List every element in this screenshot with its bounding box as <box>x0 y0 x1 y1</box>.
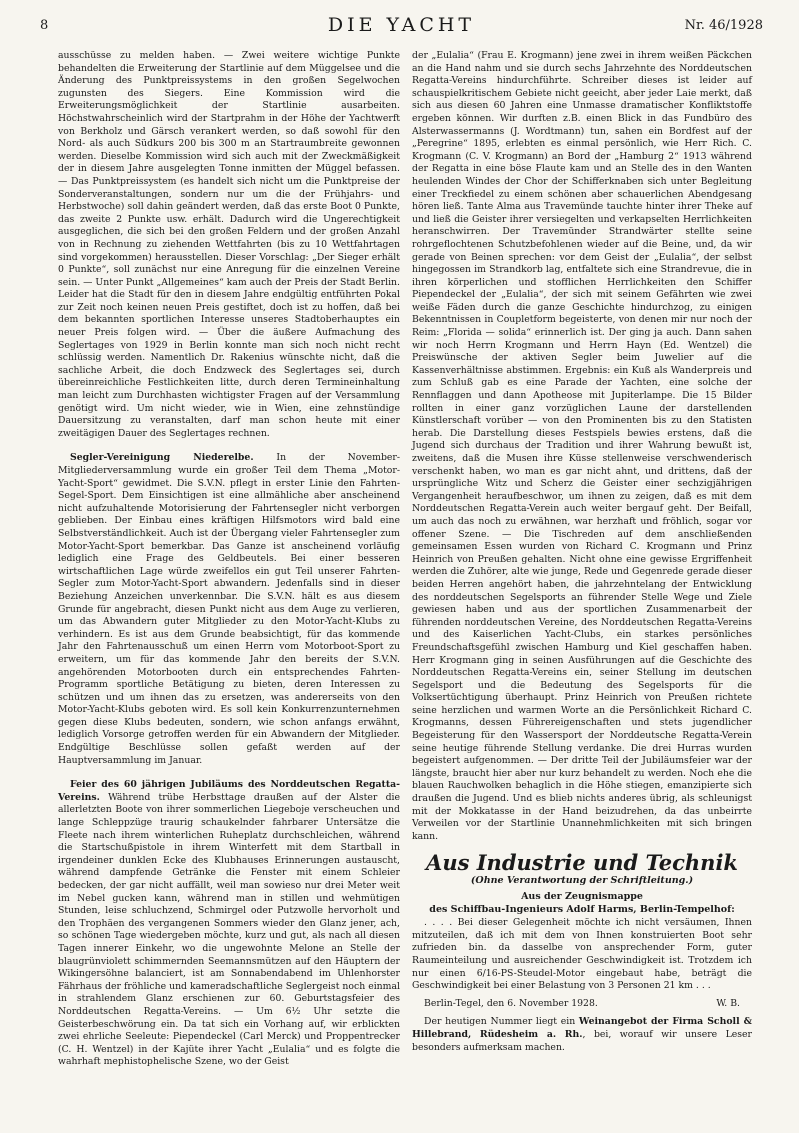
section-disclaimer: (Ohne Verantwortung der Schriftleitung.) <box>470 875 694 887</box>
article-heading: Segler-Vereinigung Niederelbe. <box>70 452 254 464</box>
testimonial-initials: W. B. <box>716 997 740 1009</box>
article-body: In der November-Mitgliederversammlung wurde ein großer Teil dem Thema „Motor-Yacht-Sport“ gewidmet. Die S.V.N. pflegt in erster Linie den Fahrten-Segel-Sport. Dem Einsichtigen ist eine allmähliche aber anscheinend nicht aufzuhaltende Motorisierung der Fahrtensegler nicht verborgen geblieben. Der Einbau eines kräftigen Hilfsmotors wird bald eine Selbstverständlichkeit. Auch ist der Übergang vieler Fahrtensegler zum Motor-Yacht-Sport bemerkbar. Das Ganze ist anscheinend vorläufig lediglich eine Frage des Geldbeutels. Bei einer besseren wirtschaftlichen Lage würde zweifellos ein gut Teil unserer Fahrten-Segler zum Motor-Yacht-Sport abwandern. Jedenfalls sind in dieser Beziehung Anzeichen unverkennbar. Die S.V.N. hält es aus diesem Grunde für angebracht, diesen Punkt nicht aus dem Auge zu verlieren, um das Abwandern guter Mitglieder zu den Motor-Yacht-Klubs zu verhindern. Es ist aus dem Grunde beabsichtigt, für das kommende Jahr den Fahrtenausschuß um einen Herrn vom Motorboot-Sport zu erweitern, um für das kommende Jahr den bereits der S.V.N. angehörenden Motorbooten durch ein entsprechendes Fahrten-Programm sportliche Betätigung zu bieten, deren Interessen zu schützen und um ihnen das zu ersetzen, was andererseits von den Motor-Yacht-Klubs geboten wird. Es soll kein Konkurrenzunternehmen gegen diese Klubs bedeuten, sondern, wie schon anfangs erwähnt, lediglich Vorsorge getroffen werden für ein Abwandern der Mitglieder. Endgültige Beschlüsse sollen gefaßt werden auf der Hauptversammlung im Januar. <box>58 452 401 766</box>
supplement-notice: Der heutigen Nummer liegt ein Weinangebot der Firma Scholl & Hillebrand, Rüdesheim a. Rh., bei, worauf wir unsere Leser besonders aufmerksam machen. <box>412 1016 753 1053</box>
jubilaeum-report-continued: der „Eulalia“ (Frau E. Krogmann) jene zwei in ihrem weißen Päckchen an die Hand nahm und sie durch sechs Jahrzehnte des Norddeutschen Regatta-Vereins hindurchführte. Schreiber dieses ist leider auf schauspielkritischem Gebiete nicht geeicht, aber jeder Laie merkt, daß sich aus diesen 60 Jahren eine Unmasse dramatischer Konfliktstoffe ergeben können. Wir durften z.B. einen Blick in das Fundbüro des Alsterwassermanns (J. Wordtmann) tun, sahen ein Bordfest auf der „Peregrine“ 1895, erlebten es einmal persönlich, wie Herr Rich. C. Krogmann (C. V. Krogmann) an Bord der „Hamburg 2“ 1913 während der Regatta in eine böse Flaute kam und an Stelle des in den Wanten heulenden Windes der Chor der Schifferknaben sich unter Begleitung einer Treckfiedel zu einem schönen aber schauerlichen Abendgesang hören ließ. Tante Alma aus Travemünde tauchte hinter ihrer Theke auf und ließ die Geister ihrer versiegelten und verkapselten Herrlichkeiten heranschwirren. Der Travemünder Strandwärter stellte seine rohrgeflochtenen Schutzbefohlenen wieder auf die Beine, und, da wir gerade von Beinen sprechen: vor dem Geist der „Eulalia“, der selbst hingegossen im Strandkorb lag, entfaltete sich eine Strandrevue, die in ihren körperlichen und stofflichen Herrlichkeiten den Schiffer Piependeckel der „Eulalia“, der sich mit seinem Gefährten wie zwei weiße Fäden durch die ganze Geschichte hindurchzog, zu einigen Bekenntnissen in Coupletform begeisterte, von denen mir nur noch der Reim: „Florida — solida“ erinnerlich ist. Der ging ja auch. Dann sahen wir noch Herrn Krogmann und Herrn Hayn (Ed. Wentzel) die Preiswünsche der aktiven Segler beim Juwelier auf die Kassenverhältnisse abstimmen. Ergebnis: ein Kuß als Wanderpreis und zum Schluß gab es eine Parade der Yachten, eine solche der Rennflaggen und dann Apotheose mit Jupiterlampe. Die 15 Bilder rollten in einer ganz vorzüglichen Laune der darstellenden Künstlerschaft vorüber — von den Prominenten bis zu den Statisten herab. Die Darstellung dieses Festspiels bewies erstens, daß die Jugend sich durchaus der Tradition und ihrer Wahrung bewußt ist, zweitens, daß die Musen ihre Küsse stellenweise verschwenderisch verschenkt haben, wo man es gar nicht ahnt, und drittens, daß der ursprüngliche Witz und Scherz die Geister einer sechzigjährigen Vergangenheit heraufbeschwor, um ihnen zu zeigen, daß es mit dem Norddeutschen Regatta-Verein auch weiter bergauf geht. Der Beifall, um auch das noch zu erwähnen, war herzhaft und fröhlich, sogar vor offener Szene. — Die Tischreden auf dem anschließenden gemeinsamen Essen wurden von Richard C. Krogmann und Prinz Heinrich von Preußen gehalten. Nicht ohne eine gewisse Ergriffenheit werden die Zuhörer, alte wie junge, Rede und Gegenrede gerade dieser beiden Herren angehört haben, die jahrzehntelang der Entwicklung des norddeutschen Segelsports an führender Stelle Wege und Ziele gewiesen haben und aus der sportlichen Zusammenarbeit der führenden norddeutschen Vereine, des Norddeutschen Regatta-Vereins und des Kaiserlichen Yacht-Clubs, ein starkes persönliches Freundschaftsgefühl zwischen Hamburg und Kiel geschaffen haben. Herr Krogmann ging in seinen Ausführungen auf die Geschichte des Norddeutschen Regatta-Vereins ein, seiner Stellung im deutschen Segelsport und die Bedeutung des Segelsports für die Volksertüchtigung überhaupt. Prinz Heinrich von Preußen richtete seine herzlichen und warmen Worte an die Persönlichkeit Richard C. Krogmanns, dessen Führereigenschaften und stets jugendlicher Begeisterung für den Wassersport der Norddeutsche Regatta-Verein seine heutige führende Stellung verdanke. Die drei Hurras wurden begeistert aufgenommen. — Der dritte Teil der Jubiläumsfeier war der längste, braucht hier aber nur kurz behandelt zu werden. Noch ehe die blauen Rauchwolken behaglich in die Höhe stiegen, emanzipierte sich draußen die Jugend. Und es blieb nichts anderes übrig, als schleunigst mit der Mokkatasse in der Hand beizudrehen, da das unbeirrte Verweilen vor der Startlinie Unannehmlichkeiten mit sich bringen kann. <box>412 50 752 842</box>
testimonial-body: . . . . Bei dieser Gelegenheit möchte ich nicht versäumen, Ihnen mitzuteilen, daß ich mit dem von Ihnen konstruierten Boot sehr zufrieden bin. da dasselbe von ansprechender Form, guter Raumeinteilung und ausreichender Geschwindigkeit ist. Trotzdem ich nur einen 6/16-PS-Steudel-Motor eingebaut habe, beträgt die Geschwindigkeit bei einer Belastung von 3 Personen 21 km . . . <box>412 917 752 992</box>
testimonial-heading: Aus der Zeugnismappe <box>521 891 643 902</box>
magazine-title: DIE YACHT <box>327 14 476 36</box>
seglertag-report-continued: ausschüsse zu melden haben. — Zwei weitere wichtige Punkte behandelten die Erweiterung der Startlinie auf dem Müggelsee und die Änderung des Punktpreissystems in den großen Segelwochen zugunsten des Siegers. Eine Kommission wird die Erweiterungsmöglichkeit der Startlinie ausarbeiten. Höchstwahrscheinlich wird der Startprahm in der Höhe der Yachtwerft von Berkholz und Gärsch verankert werden, so daß sowohl für den Nord- als auch Südkurs 200 bis 300 m an Startraumbreite gewonnen werden. Dieselbe Kommission wird sich auch mit der Zweckmäßigkeit der in diesem Jahre ausgelegten Tonne inmitten der Müggel befassen. — Das Punktpreissystem (es handelt sich nicht um die Punktpreise der Sonderveranstaltungen, sondern nur um die der Frühjahrs- und Herbstwoche) soll dahin geändert werden, daß das erste Boot 0 Punkte, das zweite 2 Punkte usw. erhält. Dadurch wird die Ungerechtigkeit ausgeglichen, die sich bei den großen Feldern und der großen Anzahl von in Rechnung zu ziehenden Wettfahrten (bis zu 10 Wettfahrtagen sind vorgekommen) herausstellen. Dieser Vorschlag: „Der Sieger erhält 0 Punkte“, soll zunächst nur eine Anregung für die einzelnen Vereine sein. — Unter Punkt „Allgemeines“ kam auch der Preis der Stadt Berlin. Leider hat die Stadt für den in diesem Jahre endgültig entführten Pokal zur Zeit noch keinen neuen Preis gestiftet, doch ist zu hoffen, daß bei dem bekannten sportlichen Interesse unseres Stadtoberhauptes ein neuer Preis folgen wird. — Über die äußere Aufmachung des Seglertages von 1929 in Berlin konnte man sich noch nicht recht schlüssig werden. Namentlich Dr. Rakenius wünschte nicht, daß die sachliche Arbeit, die doch Endzweck des Seglertages sei, durch übereinreichliche Festlichkeiten litte, durch deren Termineinhaltung man leicht zum Durchhasten wichtigster Fragen auf der Versammlung genötigt wird. Um nicht wieder, wie in Wien, eine zehnstündige Dauersitzung zu veranstalten, darf man schon heute mit einer zweitägigen Dauer des Seglertages rechnen. <box>58 50 400 439</box>
testimonial-firm: des Schiffbau-Ingenieurs Adolf Harms, Berlin-Tempelhof: <box>429 903 735 915</box>
issue-number: Nr. 46/1928 <box>684 18 763 33</box>
section-title: Aus Industrie und Technik <box>426 850 738 876</box>
industry-section <box>412 851 752 1054</box>
article-heading: Feier des 60 jährigen Jubiläums des Norddeutschen Regatta-Vereins. <box>58 779 400 803</box>
article-body: Während trübe Herbsttage draußen auf der Alster die allerletzten Boote von ihrer sommerlichen Liegeboje verscheuchen und lange Schleppzüge traurig schaukelnder fahrbarer Untersätze die Fleete nach ihrem winterlichen Ruheplatz durchschleichen, während die Startschußpistole in ihrem Winterfett mit dem Startball in irgendeiner dunklen Ecke des Klubhauses Erinnerungen austauscht, während dampfende Getränke die Fenster mit einem Schleier bedecken, der gar nicht auffällt, weil man sowieso nur drei Meter weit im Nebel gucken kann, während man in stillen und wehmütigen Stunden, leise schluchzend, Schmirgel oder Putzwolle hervorholt und den Trophäen des vergangenen Sommers wieder den Glanz jener, ach, so schönen Tage wiedergeben möchte, kurz und gut, als nach all diesen Tagen innerer Einkehr, wo die ungewohnte Melone an Stelle der blaugrünviolett schimmernden Seemannsmützen auf den Häuptern der Wikingersöhne balanciert, ist am Sonnabendabend im Uhlenhorster Fährhaus der fröhliche und kameradschaftliche Seglergeist noch einmal in strahlendem Glanz erschienen zur 60. Geburtstagsfeier des Norddeutschen Regatta-Vereins. — Um 6½ Uhr setzte die Geisterbeschwörung ein. Da tat sich ein Vorhang auf, wir erblickten zwei ehrliche Seeleute: Piependeckel (Carl Merck) und Proppentrecker (C. H. Wentzel) in der Kajüte ihrer Yacht „Eulalia“ und es folgte die wahrhaft mephistophelische Szene, wo der Geist <box>58 791 400 1068</box>
article-jubilaeum-nrv <box>58 779 400 1069</box>
page-header <box>40 12 763 42</box>
supplement-firm: Weinangebot der Firma Scholl & Hillebrand, Rüdesheim a. Rh. <box>412 1016 752 1040</box>
page-number: 8 <box>40 18 49 33</box>
left-column <box>58 50 400 1069</box>
right-column <box>412 50 752 1054</box>
testimonial-place-date: Berlin-Tegel, den 6. November 1928. <box>424 997 598 1009</box>
testimonial-signature <box>412 998 752 1011</box>
article-segler-vereinigung-niederelbe <box>58 452 400 767</box>
